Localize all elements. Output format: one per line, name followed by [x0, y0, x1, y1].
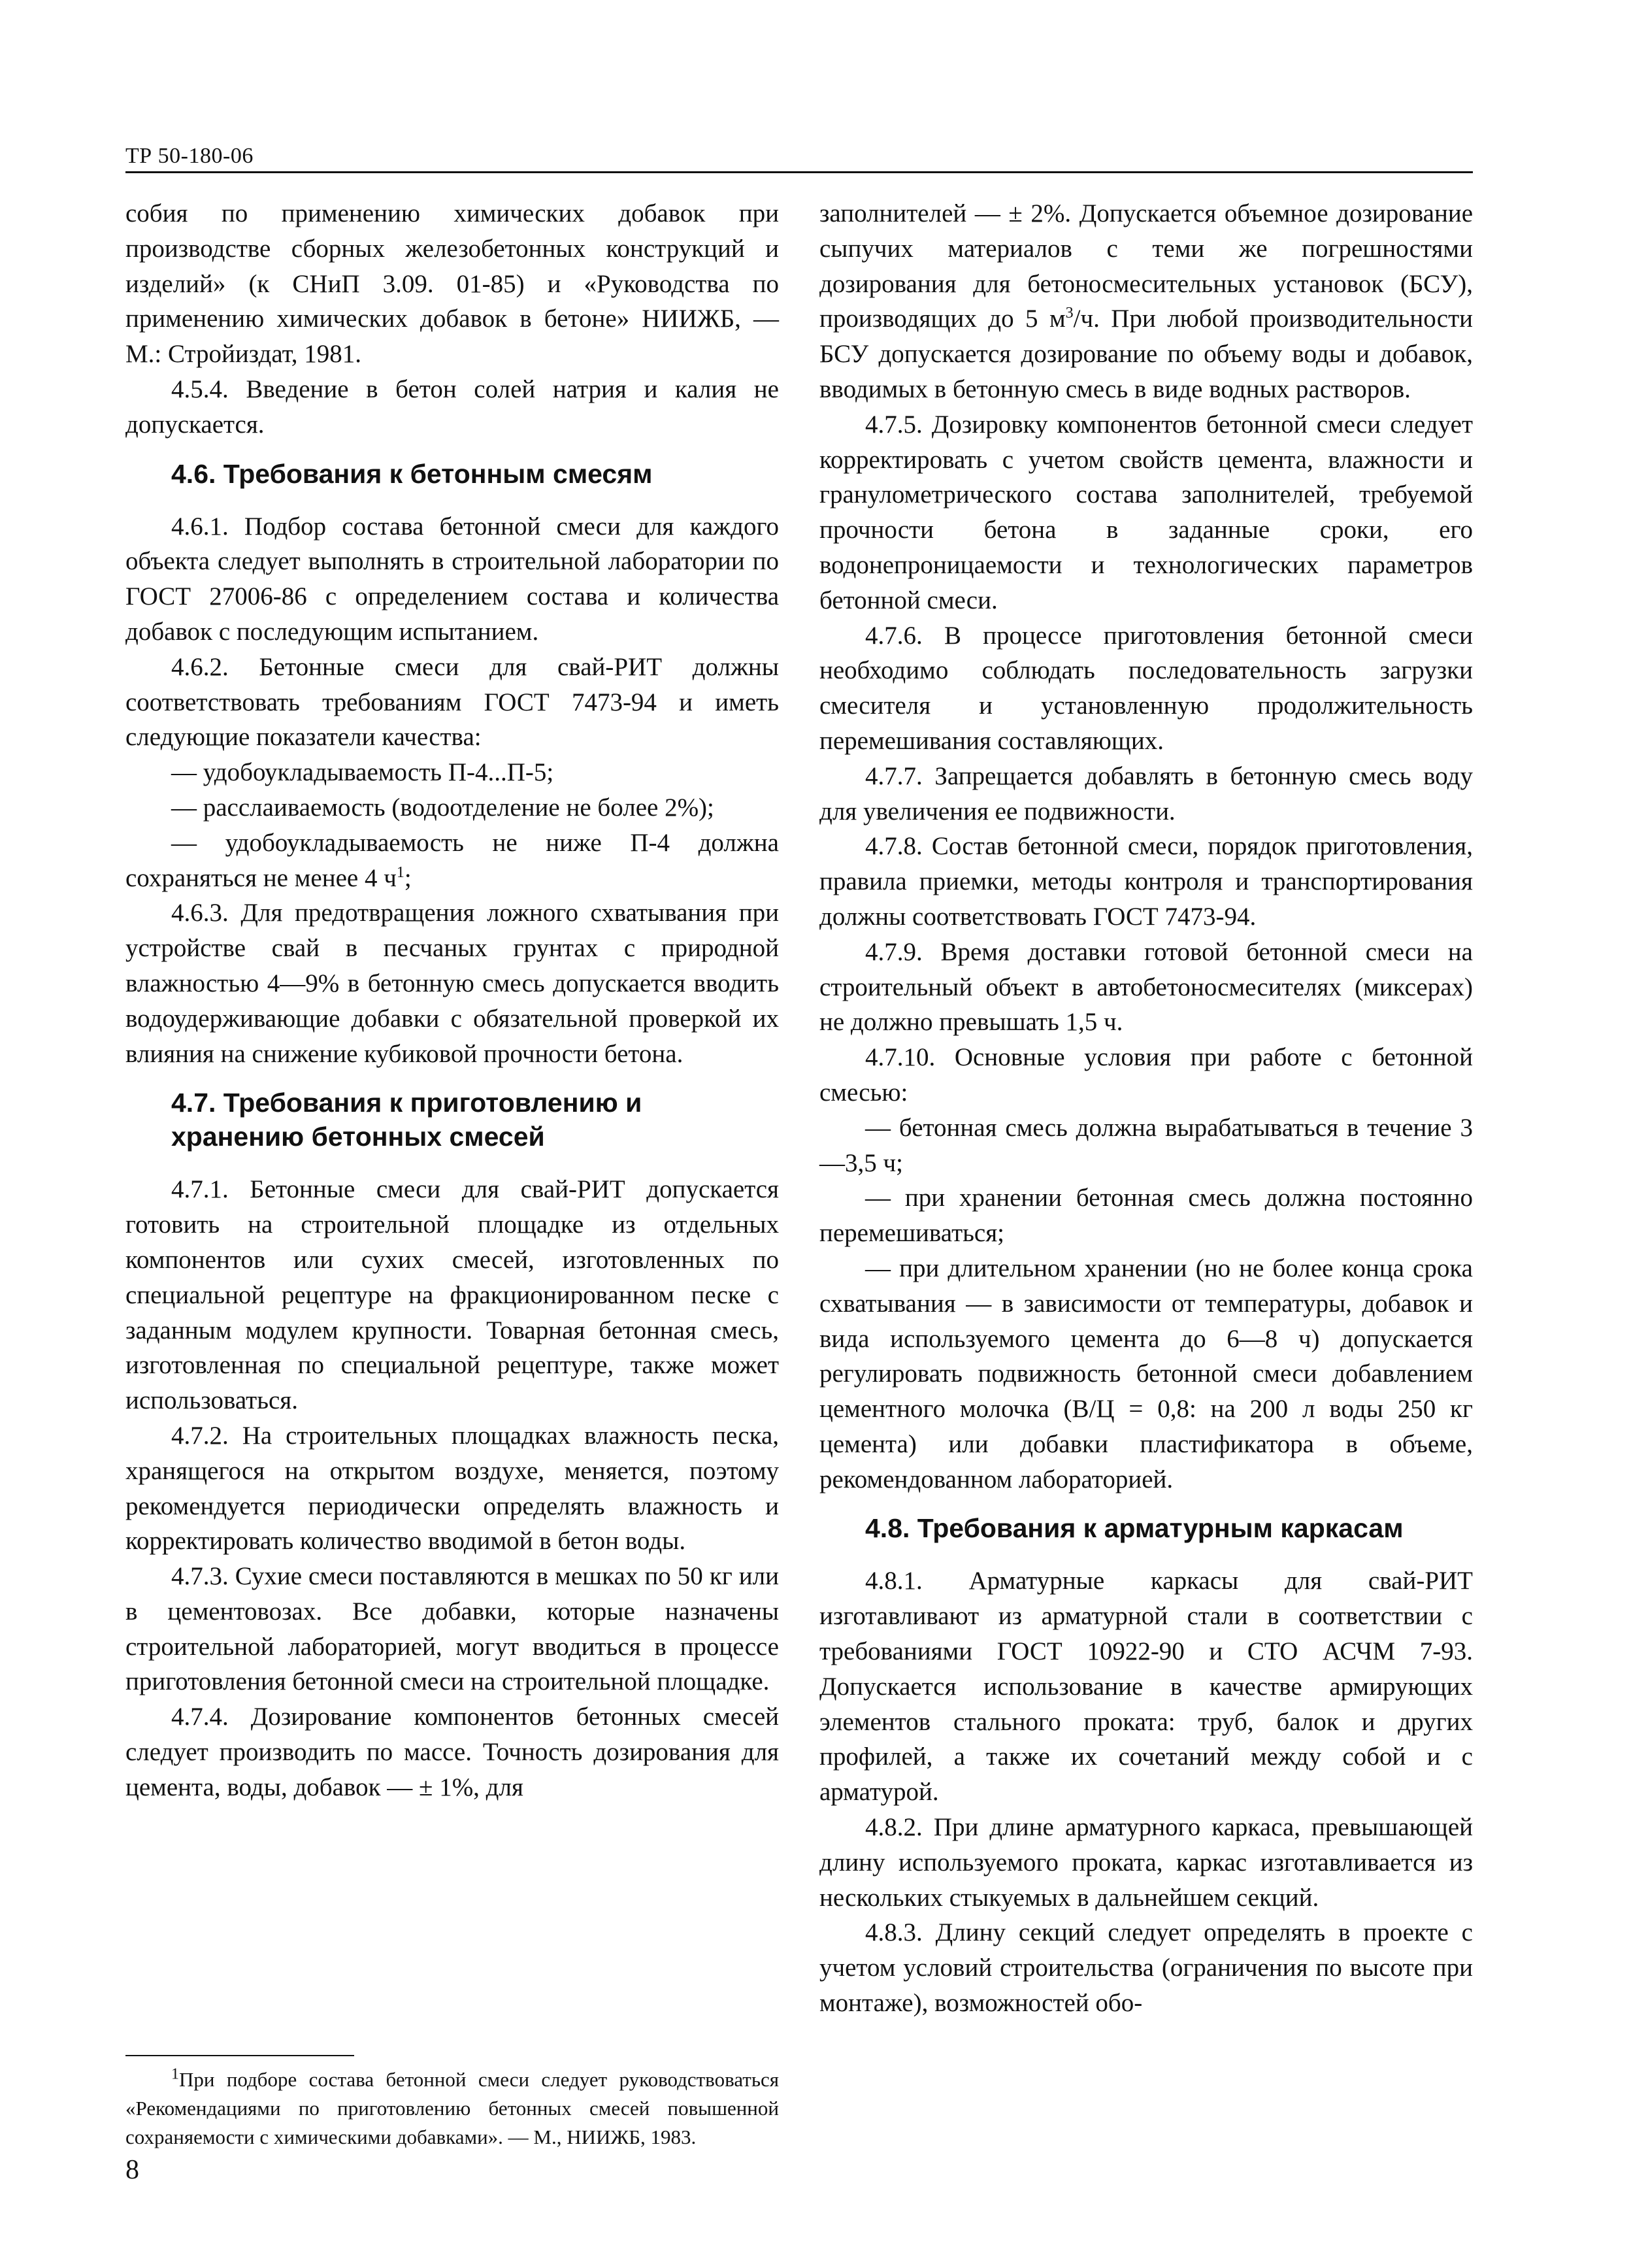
paragraph-text: 4.7.4. Дозирование компонентов бетонных смесей следует производить по массе. Точность дозирования для цемента, воды, добавок — ± 1%, для [125, 1703, 779, 1801]
paragraph-text: — удобоукладываемость П-4...П-5; [171, 758, 554, 787]
paragraph-text: собия по применению химических добавок при производстве сборных железобетонных конструкций и изделий» (к СНиП 3.09. 01-85) и «Руководства по применению химических добавок в бетоне» НИИЖБ, — М.: Стройиздат, 1981. [125, 199, 779, 369]
paragraph [125, 372, 779, 442]
section-heading [125, 1086, 779, 1154]
paragraph-text-cont: ; [404, 863, 412, 892]
paragraph [125, 1699, 779, 1805]
paragraph [819, 1180, 1473, 1251]
right-column [819, 196, 1473, 2021]
paragraph [125, 895, 779, 1071]
section-heading-text: 4.6. Требования к бетонным смесям [171, 458, 653, 489]
paragraph-text: — при длительном хранении (но не более конца срока схватывания — в зависимости от температуры, добавок и вида используемого цемента до 6—8 ч) допускается регулировать подвижность бетонной смеси добавлением цементного молочка (В/Ц = 0,8: на 200 л воды 250 кг цемента) или добавки пластификатора в объеме, рекомендованном лабораторией. [819, 1254, 1473, 1493]
paragraph-text: 4.7.3. Сухие смеси поставляются в мешках по 50 кг или в цементовозах. Все добавки, которые назначены строительной лабораторией, могут вводиться в процессе приготовления бетонной смеси на строительной площадке. [125, 1562, 779, 1696]
paragraph [819, 618, 1473, 759]
paragraph-text: 4.5.4. Введение в бетон солей натрия и калия не допускается. [125, 375, 779, 439]
paragraph [819, 1251, 1473, 1497]
left-column [125, 196, 779, 1805]
paragraph-text: 4.7.7. Запрещается добавлять в бетонную смесь воду для увеличения ее подвижности. [819, 761, 1473, 825]
paragraph [125, 1172, 779, 1418]
paragraph [125, 1559, 779, 1699]
paragraph-text: 4.7.9. Время доставки готовой бетонной смеси на строительный объект в автобетоносмесителях (миксерах) не должно превышать 1,5 ч. [819, 937, 1473, 1037]
footnote-rule [125, 2055, 354, 2056]
footnote-text: При подборе состава бетонной смеси следует руководствоваться «Рекомендациями по приготовлению бетонных смесей повышенной сохраняемости с химическими добавками». — М., НИИЖБ, 1983. [125, 2068, 779, 2148]
paragraph [819, 759, 1473, 829]
paragraph-text: 4.7.6. В процессе приготовления бетонной смеси необходимо соблюдать последовательность загрузки смесителя и установленную продолжительность перемешивания составляющих. [819, 621, 1473, 755]
paragraph [125, 755, 779, 790]
paragraph-text: 4.6.1. Подбор состава бетонной смеси для каждого объекта следует выполнять в строительной лаборатории по ГОСТ 27006-86 с определением состава и количества добавок с последующим испытанием. [125, 512, 779, 646]
superscript: 1 [396, 863, 404, 881]
paragraph-text: 4.7.2. На строительных площадках влажность песка, хранящегося на открытом воздухе, меняется, поэтому рекомендуется периодически определять влажность и корректировать количество вводимой в бетон воды. [125, 1421, 779, 1556]
paragraph-text: 4.8.2. При длине арматурного каркаса, превышающей длину используемого проката, каркас изготавливается из нескольких стыкуемых в дальнейшем секций. [819, 1813, 1473, 1912]
page-number: 8 [125, 2155, 139, 2185]
paragraph [819, 1915, 1473, 2020]
paragraph-text: 4.7.10. Основные условия при работе с бетонной смесью: [819, 1043, 1473, 1107]
paragraph [819, 1110, 1473, 1181]
paragraph-text: 4.7.1. Бетонные смеси для свай-РИТ допускается готовить на строительной площадке из отдельных компонентов или сухих смесей, изготовленных по специальной рецептуре на фракционированном песке с заданным модулем крупности. Товарная бетонная смесь, изготовленная по специальной рецептуре, также может использоваться. [125, 1175, 779, 1415]
paragraph [125, 790, 779, 825]
paragraph-text: 4.8.1. Арматурные каркасы для свай-РИТ изготавливают из арматурной стали в соответствии с требованиями ГОСТ 10922-90 и СТО АСЧМ 7-93. Допускается использование в качестве армирующих элементов стального проката: труб, балок и других профилей, а также их сочетаний между собой и с арматурой. [819, 1567, 1473, 1807]
paragraph-text: 4.7.5. Дозировку компонентов бетонной смеси следует корректировать с учетом свойств цемента, влажности и гранулометрического состава заполнителей, требуемой прочности бетона в заданные сроки, его водонепроницаемости и технологических параметров бетонной смеси. [819, 410, 1473, 614]
paragraph-text-cont: /ч. При любой производительности БСУ допускается дозирование по объему воды и добавок, вводимых в бетонную смесь в виде водных растворов. [819, 305, 1473, 403]
footnote-marker: 1 [171, 2065, 179, 2083]
paragraph [819, 196, 1473, 407]
footnote [125, 2065, 779, 2152]
paragraph-text: 4.8.3. Длину секций следует определять в проекте с учетом условий строительства (ограничения по высоте при монтаже), возможностей обо- [819, 1918, 1473, 2018]
paragraph [819, 1040, 1473, 1110]
paragraph [819, 829, 1473, 934]
section-heading [125, 457, 779, 491]
section-heading-text: 4.8. Требования к арматурным каркасам [865, 1513, 1404, 1544]
paragraph [819, 935, 1473, 1040]
paragraph [819, 1563, 1473, 1810]
paragraph [125, 1418, 779, 1559]
paragraph [125, 509, 779, 650]
paragraph [125, 825, 779, 896]
superscript: 3 [1065, 305, 1074, 322]
paragraph-text: — удобоукладываемость не ниже П-4 должна сохраняться не менее 4 ч [125, 828, 779, 892]
running-head: ТР 50-180-06 [125, 144, 254, 168]
paragraph-text: 4.6.2. Бетонные смеси для свай-РИТ должны соответствовать требованиям ГОСТ 7473-94 и иметь следующие показатели качества: [125, 652, 779, 752]
paragraph-text: — при хранении бетонная смесь должна постоянно перемешиваться; [819, 1184, 1473, 1248]
section-heading-text: 4.7. Требования к приготовлению и хранению бетонных смесей [171, 1088, 642, 1152]
paragraph-text: — расслаиваемость (водоотделение не более 2%); [171, 793, 714, 822]
header-rule [125, 171, 1473, 173]
paragraph-text: 4.6.3. Для предотвращения ложного схватывания при устройстве свай в песчаных грунтах с природной влажностью 4—9% в бетонную смесь допускается вводить водоудерживающие добавки с обязательной проверкой их влияния на снижение кубиковой прочности бетона. [125, 899, 779, 1068]
paragraph [125, 196, 779, 372]
paragraph-text: заполнителей — ± 2%. Допускается объемное дозирование сыпучих материалов с теми же погрешностями дозирования для бетоносмесительных установок (БСУ), производящих до 5 м [819, 199, 1473, 333]
paragraph [819, 1810, 1473, 1915]
paragraph [819, 407, 1473, 618]
paragraph [125, 650, 779, 755]
section-heading [819, 1511, 1473, 1545]
paragraph-text: 4.7.8. Состав бетонной смеси, порядок приготовления, правила приемки, методы контроля и транспортирования должны соответствовать ГОСТ 7473-94. [819, 832, 1473, 931]
paragraph-text: — бетонная смесь должна вырабатываться в течение 3—3,5 ч; [819, 1113, 1473, 1177]
